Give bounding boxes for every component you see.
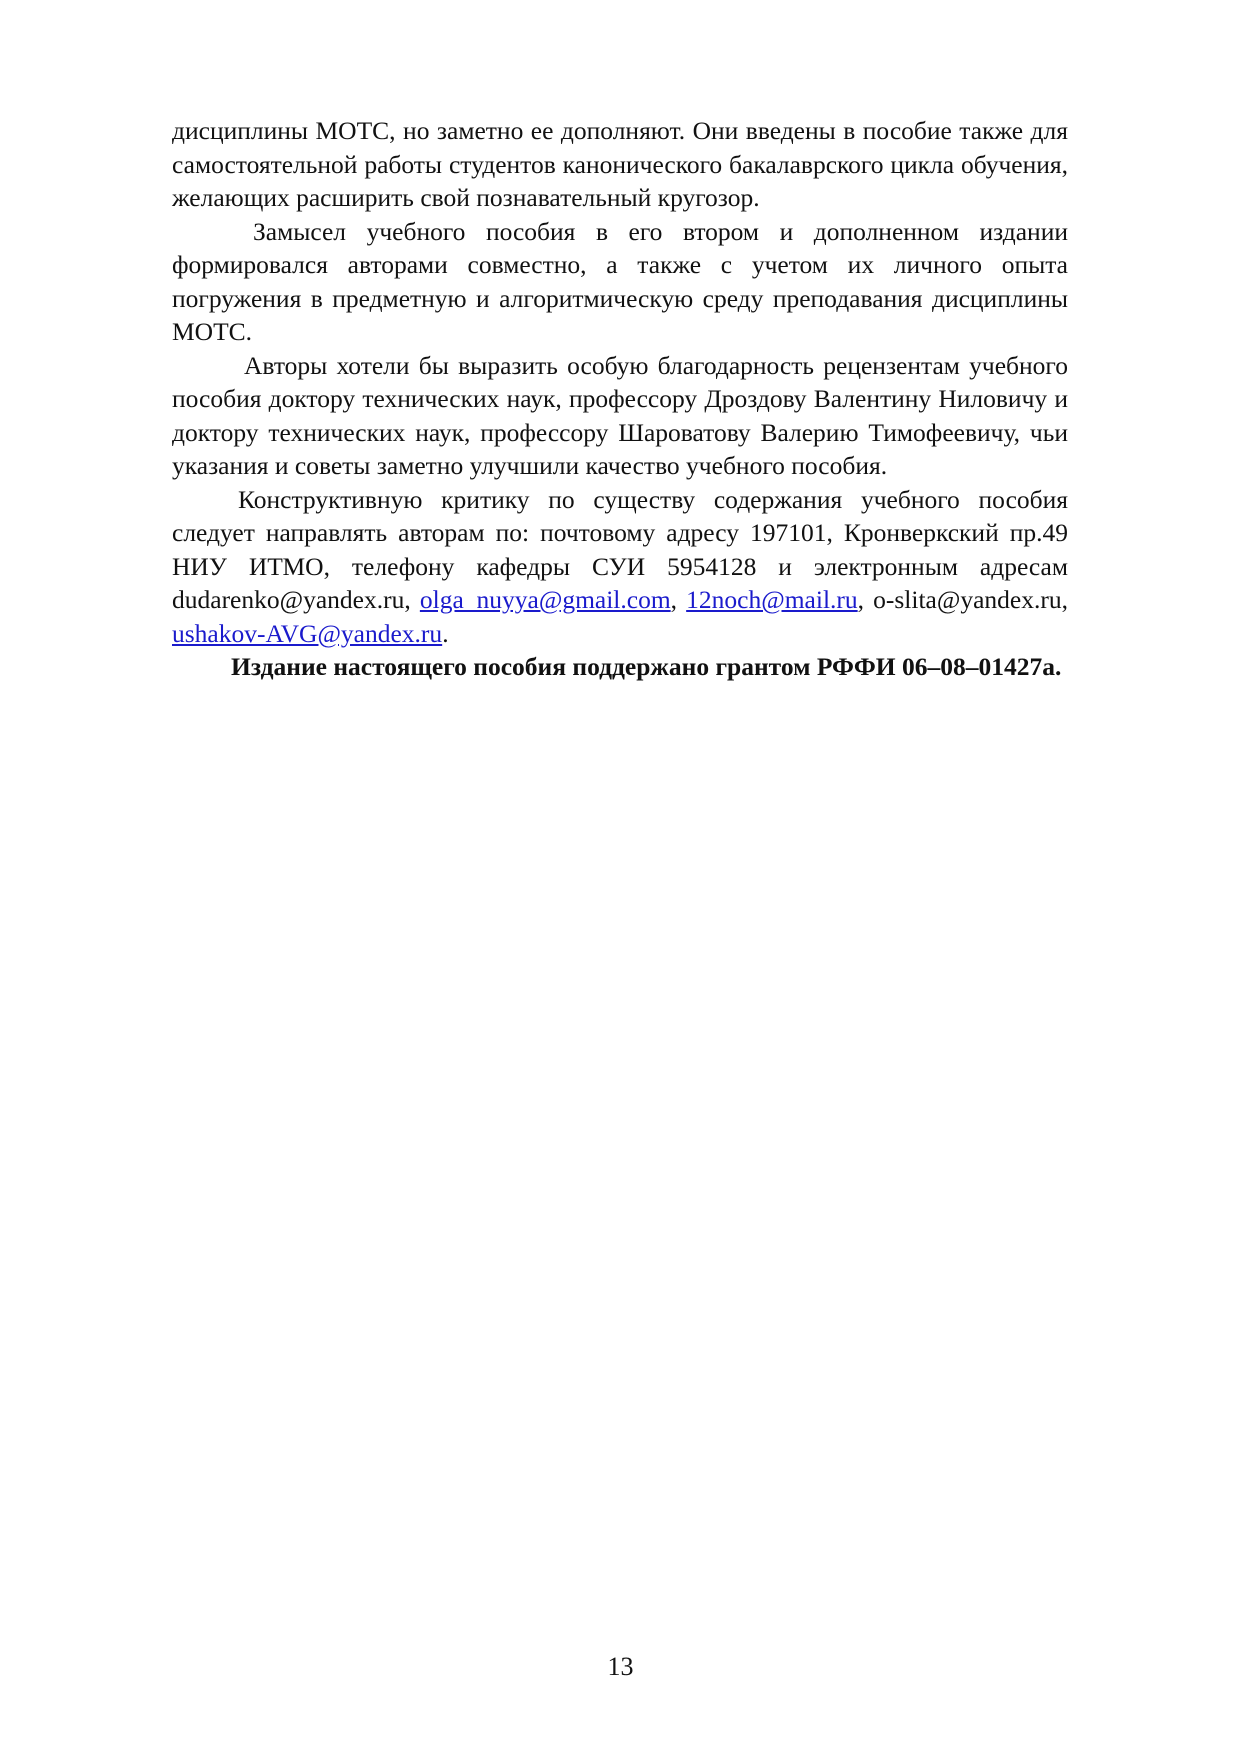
- paragraph-contacts: [172, 483, 1068, 651]
- paragraph-continuation: дисциплины МОТС, но заметно ее дополняют. Они введены в пособие также для самостоятельной работы студентов канонического бакалаврского цикла обучения, желающих расширить свой познавательный кругозор.: [172, 116, 1068, 212]
- contacts-end: .: [442, 618, 449, 648]
- email-link-ushakov[interactable]: ushakov-AVG@yandex.ru: [172, 618, 443, 648]
- contacts-separator: ,: [670, 585, 687, 614]
- page-body: [172, 114, 1068, 684]
- email-link-12noch[interactable]: 12noch@mail.ru: [686, 585, 858, 614]
- paragraph-concept: Замысел учебного пособия в его втором и дополненном издании формировался авторами совместно, а также с учетом их личного опыта погружения в предметную и алгоритмическую среду преподавания дисциплины МОТС.: [172, 216, 1068, 346]
- contacts-text-oslita: , o-slita@yandex.ru,: [857, 585, 1068, 614]
- contacts-text: Конструктивную критику по существу содержания учебного пособия следует направлять авторам по: почтовому адресу 197101, Кронверкский пр.49 НИУ ИТМО, телефону кафедры СУИ 5954128 и электронным адресам dudarenko@yandex.ru,: [172, 484, 1068, 614]
- page-number: 13: [607, 1652, 634, 1681]
- grant-notice: Издание настоящего пособия поддержано грантом РФФИ 06–08–01427а.: [231, 652, 1062, 681]
- paragraph-acknowledgements: Авторы хотели бы выразить особую благодарность рецензентам учебного пособия доктору технических наук, профессору Дроздову Валентину Ниловичу и доктору технических наук, профессору Шароватову Валерию Тимофеевичу, чьи указания и советы заметно улучшили качество учебного пособия.: [172, 350, 1068, 480]
- email-link-olga[interactable]: olga_nuyya@gmail.com: [419, 585, 671, 614]
